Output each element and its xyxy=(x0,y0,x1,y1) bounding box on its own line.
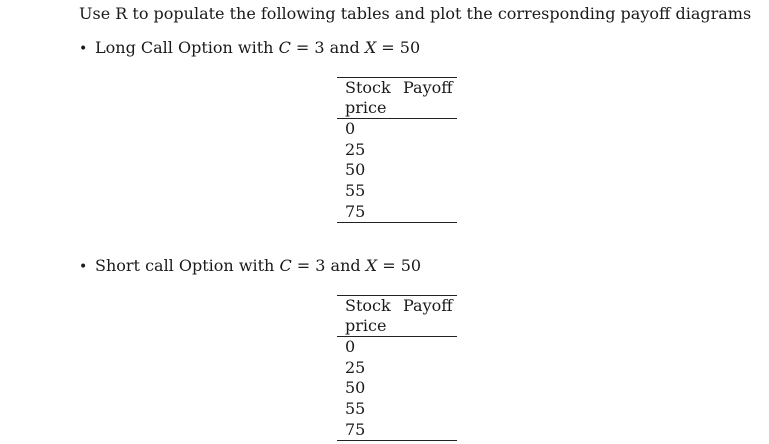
bullet-icon: • xyxy=(79,41,88,57)
table-row: 50 xyxy=(345,378,366,398)
heading-prefix: Long Call Option with xyxy=(95,38,279,57)
table-row: 75 xyxy=(345,419,366,439)
short-call-table xyxy=(337,295,457,441)
header-stock: Stock xyxy=(345,78,391,97)
intro-text: Use R to populate the following tables and plot the corresponding payoff diagrams xyxy=(79,4,752,23)
table-bottom-rule xyxy=(337,222,457,223)
header-price: price xyxy=(345,98,387,117)
short-call-heading xyxy=(79,256,421,277)
header-stock: Stock xyxy=(345,296,391,315)
heading-var-c: C xyxy=(279,256,292,275)
table-row: 55 xyxy=(345,399,366,419)
heading-var-x: X xyxy=(365,256,378,275)
long-call-heading xyxy=(79,38,420,59)
table-row: 25 xyxy=(345,357,366,377)
table-bottom-rule xyxy=(337,440,457,441)
table-row: 50 xyxy=(345,160,366,180)
header-payoff: Payoff xyxy=(403,296,453,315)
heading-var-x: X xyxy=(364,38,377,57)
heading-eq1: = 3 and xyxy=(290,38,365,57)
table-row: 75 xyxy=(345,201,366,221)
header-price: price xyxy=(345,316,387,335)
heading-eq2: = 50 xyxy=(376,38,421,57)
table-row: 55 xyxy=(345,181,366,201)
heading-eq1: = 3 and xyxy=(291,256,366,275)
heading-var-c: C xyxy=(278,38,291,57)
heading-eq2: = 50 xyxy=(377,256,422,275)
table-row: 25 xyxy=(345,139,366,159)
bullet-icon: • xyxy=(79,259,88,275)
header-payoff: Payoff xyxy=(403,78,453,97)
heading-prefix: Short call Option with xyxy=(95,256,280,275)
long-call-table xyxy=(337,77,457,223)
table-row: 0 xyxy=(345,337,356,356)
table-row: 0 xyxy=(345,119,356,138)
